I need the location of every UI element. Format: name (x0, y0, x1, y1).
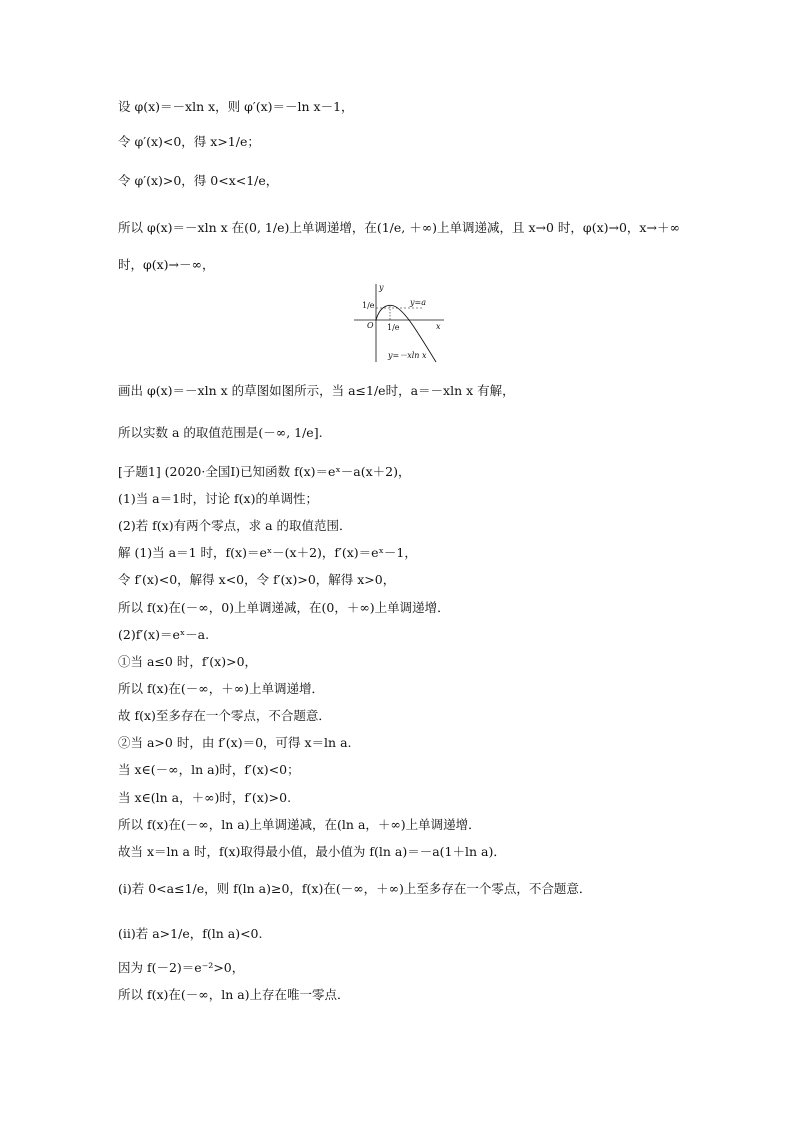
graph-label-1e-x: 1/e (387, 323, 400, 332)
text-line-9: (1)当 a＝1时，讨论 f(x)的单调性； (118, 491, 318, 506)
text-line-10: (2)若 f(x)有两个零点，求 a 的取值范围． (118, 518, 352, 533)
text-line-17: 故 f(x)至多存在一个零点，不合题意． (118, 708, 331, 723)
text-line-18: ②当 a>0 时，由 f′(x)＝0，可得 x＝ln a. (118, 735, 352, 750)
text-line-4: 所以 φ(x)＝－xln x 在(0, 1/e)上单调递增，在(1/e, ＋∞)上单调递减，且 x→0 时，φ(x)→0，x→＋∞ (118, 220, 680, 235)
text-line-23: (ⅰ)若 0<a≤1/e，则 f(ln a)≥0，f(x)在(－∞，＋∞)上至多存在一个零点，不合题意． (118, 881, 592, 896)
text-line-11: 解 (1)当 a＝1 时，f(x)＝eˣ－(x＋2)，f′(x)＝eˣ－1， (118, 545, 417, 560)
graph-label-1e-y: 1/e (362, 301, 375, 310)
function-sketch-graph (350, 282, 450, 362)
text-line-5: 时，φ(x)→－∞， (118, 257, 215, 272)
text-line-3: 令 φ′(x)>0，得 0<x<1/e， (118, 173, 279, 188)
graph-label-origin: O (367, 321, 374, 330)
graph-label-y: y (379, 283, 384, 292)
graph-label-y-equals-a: y=a (410, 298, 426, 307)
text-line-24: (ⅱ)若 a>1/e，f(ln a)<0. (118, 926, 263, 941)
text-line-15: ①当 a≤0 时，f′(x)>0， (118, 654, 258, 669)
text-line-20: 当 x∈(ln a，＋∞)时，f′(x)>0. (118, 790, 292, 805)
text-line-6: 画出 φ(x)＝－xln x 的草图如图所示，当 a≤1/e时，a＝－xln x 有解， (118, 383, 515, 398)
graph-svg (350, 282, 450, 362)
text-line-19: 当 x∈(－∞，ln a)时，f′(x)<0； (118, 762, 300, 777)
graph-label-x: x (436, 322, 441, 331)
text-line-22: 故当 x＝ln a 时，f(x)取得最小值，最小值为 f(ln a)＝－a(1＋ln a)． (118, 844, 506, 859)
text-line-7: 所以实数 a 的取值范围是(－∞, 1/e]. (118, 425, 323, 440)
text-line-8: [子题1] (2020·全国Ⅰ)已知函数 f(x)＝eˣ－a(x＋2)， (118, 464, 411, 479)
text-line-2: 令 φ′(x)<0，得 x>1/e； (118, 134, 260, 149)
text-line-13: 所以 f(x)在(－∞，0)上单调递减，在(0，＋∞)上单调递增． (118, 600, 450, 615)
text-line-26: 所以 f(x)在(－∞，ln a)上存在唯一零点． (118, 987, 350, 1002)
text-line-21: 所以 f(x)在(－∞，ln a)上单调递减，在(ln a，＋∞)上单调递增． (118, 817, 481, 832)
text-line-12: 令 f′(x)<0，解得 x<0，令 f′(x)>0，解得 x>0， (118, 572, 396, 587)
text-line-14: (2)f′(x)＝eˣ－a. (118, 627, 210, 642)
graph-label-curve: y=－xln x (388, 351, 427, 360)
text-line-25: 因为 f(－2)＝e⁻²>0， (118, 960, 245, 975)
text-line-1: 设 φ(x)＝－xln x，则 φ′(x)＝－ln x－1， (118, 99, 354, 114)
text-line-16: 所以 f(x)在(－∞，＋∞)上单调递增． (118, 681, 324, 696)
